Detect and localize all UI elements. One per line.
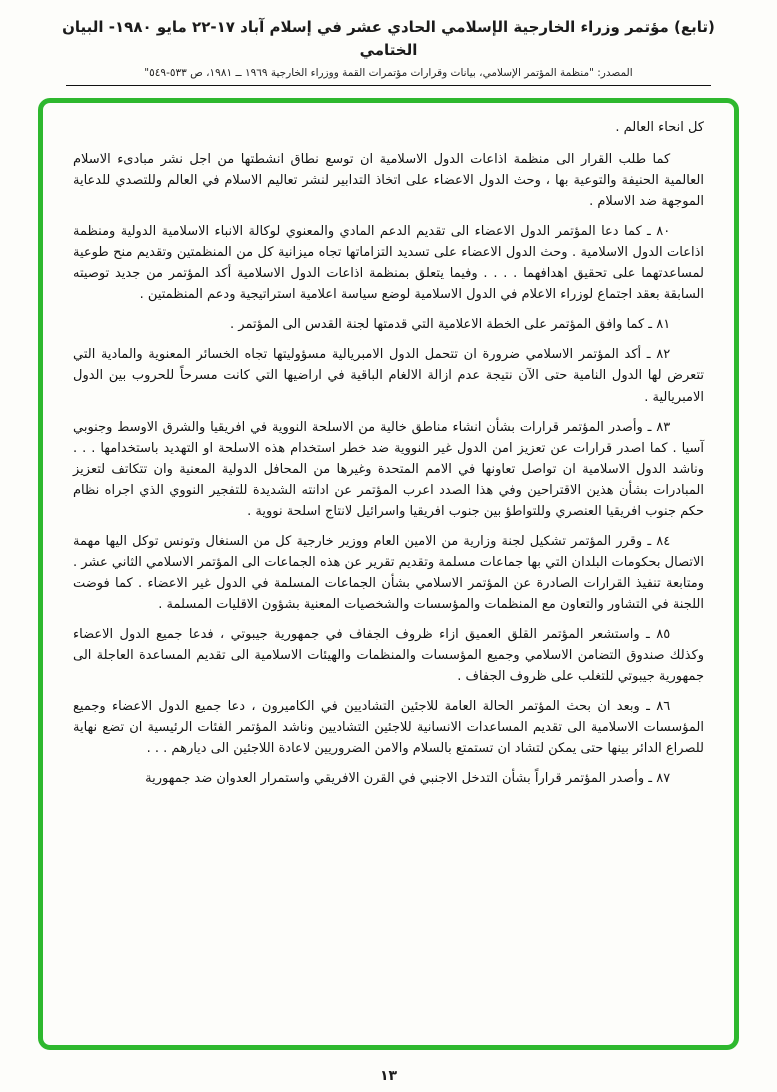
paragraph-83: ٨٣ ـ وأصدر المؤتمر قرارات بشأن انشاء مناطق خالية من الاسلحة النووية في افريقيا والشرق الاوسط وجنوبي آسيا . كما اصدر قرارات عن تعزيز امن الدول غير النووية ضد خطر استخدام هذه الاسلحة او التهديد باستخدامها . . . وناشد الدول الاسلامية ان تواصل تعاونها في الامم المتحدة وغيرها من المحافل الدولية المعنية وان تتكاتف لتعزيز المبادرات بشأن هذين الاقتراحين وفي هذا الصدد اعرب المؤتمر عن ادانته الشديدة للتفجير النووي الذي اجراه نظام حكم جنوب افريقيا العنصري وللتواطؤ بين جنوب افريقيا واسرائيل لانتاج اسلحة نووية . <box>73 419 704 519</box>
paragraph-80: ٨٠ ـ كما دعا المؤتمر الدول الاعضاء الى تقديم الدعم المادي والمعنوي لوكالة الانباء الاسلامية الدولية ومنظمة اذاعات الدول الاسلامية . وحث الدول الاعضاء على تسديد التزاماتها تجاه ميزانية كل من المنظمتين وتقديم منح طوعية لمساعدتهما على تحقيق اهدافهما . . . . وفيما يتعلق بمنظمة اذاعات الدول الاسلامية أكد المؤتمر من جديد توصيته السابقة بعقد اجتماع لوزراء الاعلام في الدول الاسلامية لوضع سياسة اعلامية استراتيجية ودعم المنظمتين . <box>73 224 704 303</box>
header-divider <box>66 85 711 86</box>
document-footer <box>0 1068 777 1084</box>
paragraph-continuation: كل انحاء العالم . <box>615 120 704 135</box>
paragraph-84: ٨٤ ـ وقرر المؤتمر تشكيل لجنة وزارية من الامين العام ووزير خارجية كل من السنغال وتونس توكل اليها مهمة الاتصال بحكومات البلدان التي بها جماعات مسلمة وتقديم تقرير عن هذه الجماعات الى المؤتمر الاسلامي الثاني عشر . ومتابعة تنفيذ القرارات الصادرة عن المؤتمر الاسلامي بشأن الجماعات المسلمة في الدول غير الاعضاء . كما فوضت اللجنة في التشاور والتعاون مع المنظمات والمؤسسات والشخصيات المعنية بشؤون الاقليات المسلمة . <box>73 533 704 612</box>
paragraph-81: ٨١ ـ كما وافق المؤتمر على الخطة الاعلامية التي قدمتها لجنة القدس الى المؤتمر . <box>230 317 671 333</box>
source-line: المصدر: "منظمة المؤتمر الإسلامي، بيانات وقرارات مؤتمرات القمة ووزراء الخارجية ١٩٦٩ ــ ١٩٨١، ص ٥٣٣-٥٤٩" <box>144 67 633 79</box>
document-body <box>73 117 704 789</box>
annotation-green-border <box>38 98 739 1050</box>
document-header <box>0 0 777 86</box>
paragraph-86: ٨٦ ـ وبعد ان بحث المؤتمر الحالة العامة للاجئين التشاديين في الكاميرون ، دعا جميع الدول الاعضاء وجميع المؤسسات الاسلامية الى تقديم المساعدات الانسانية للاجئين التشاديين وناشد المؤتمر الفئات الرئيسية ان تضع نهاية للصراع الدائر بينها حتى يمكن لتشاد ان تستمتع بالسلام والامن الضروريين لاعادة اللاجئين الى ديارهم . . . <box>73 699 704 757</box>
page-number: ١٣ <box>379 1068 398 1084</box>
paragraph-82: ٨٢ ـ أكد المؤتمر الاسلامي ضرورة ان تتحمل الدول الامبريالية مسؤوليتها تجاه الخسائر المعنوية والمادية التي تتعرض لها الدول النامية حتى الآن نتيجة عدم ازالة الالغام الباقية في اراضيها التي كانت مسرحاً للحروب بين الدول الامبريالية . <box>73 347 704 405</box>
paragraph-85: ٨٥ ـ واستشعر المؤتمر القلق العميق ازاء ظروف الجفاف في جمهورية جيبوتي ، فدعا جميع الدول الاعضاء وكذلك صندوق التضامن الاسلامي وجميع المؤسسات والمنظمات والهيئات الاسلامية الى تقديم المساعدة العاجلة الى جمهورية جيبوتي للتغلب على ظروف الجفاف . <box>73 626 704 685</box>
document-title: (تابع) مؤتمر وزراء الخارجية الإسلامي الحادي عشر في إسلام آباد ١٧-٢٢ مايو ١٩٨٠- البيان الختامي <box>62 18 715 59</box>
paragraph-87: ٨٧ ـ وأصدر المؤتمر قراراً بشأن التدخل الاجنبي في القرن الافريقي واستمرار العدوان ضد جمهورية <box>145 771 671 787</box>
paragraph: كما طلب القرار الى منظمة اذاعات الدول الاسلامية ان توسع نطاق انشطتها من اجل نشر مبادىء الاسلام العالمية الحنيفة والتوعية بها ، وحث الدول الاعضاء على اتخاذ التدابير لنشر تعاليم الاسلام في العالم وللتصدي للدعاية الموجهة ضد الاسلام . <box>73 152 704 210</box>
